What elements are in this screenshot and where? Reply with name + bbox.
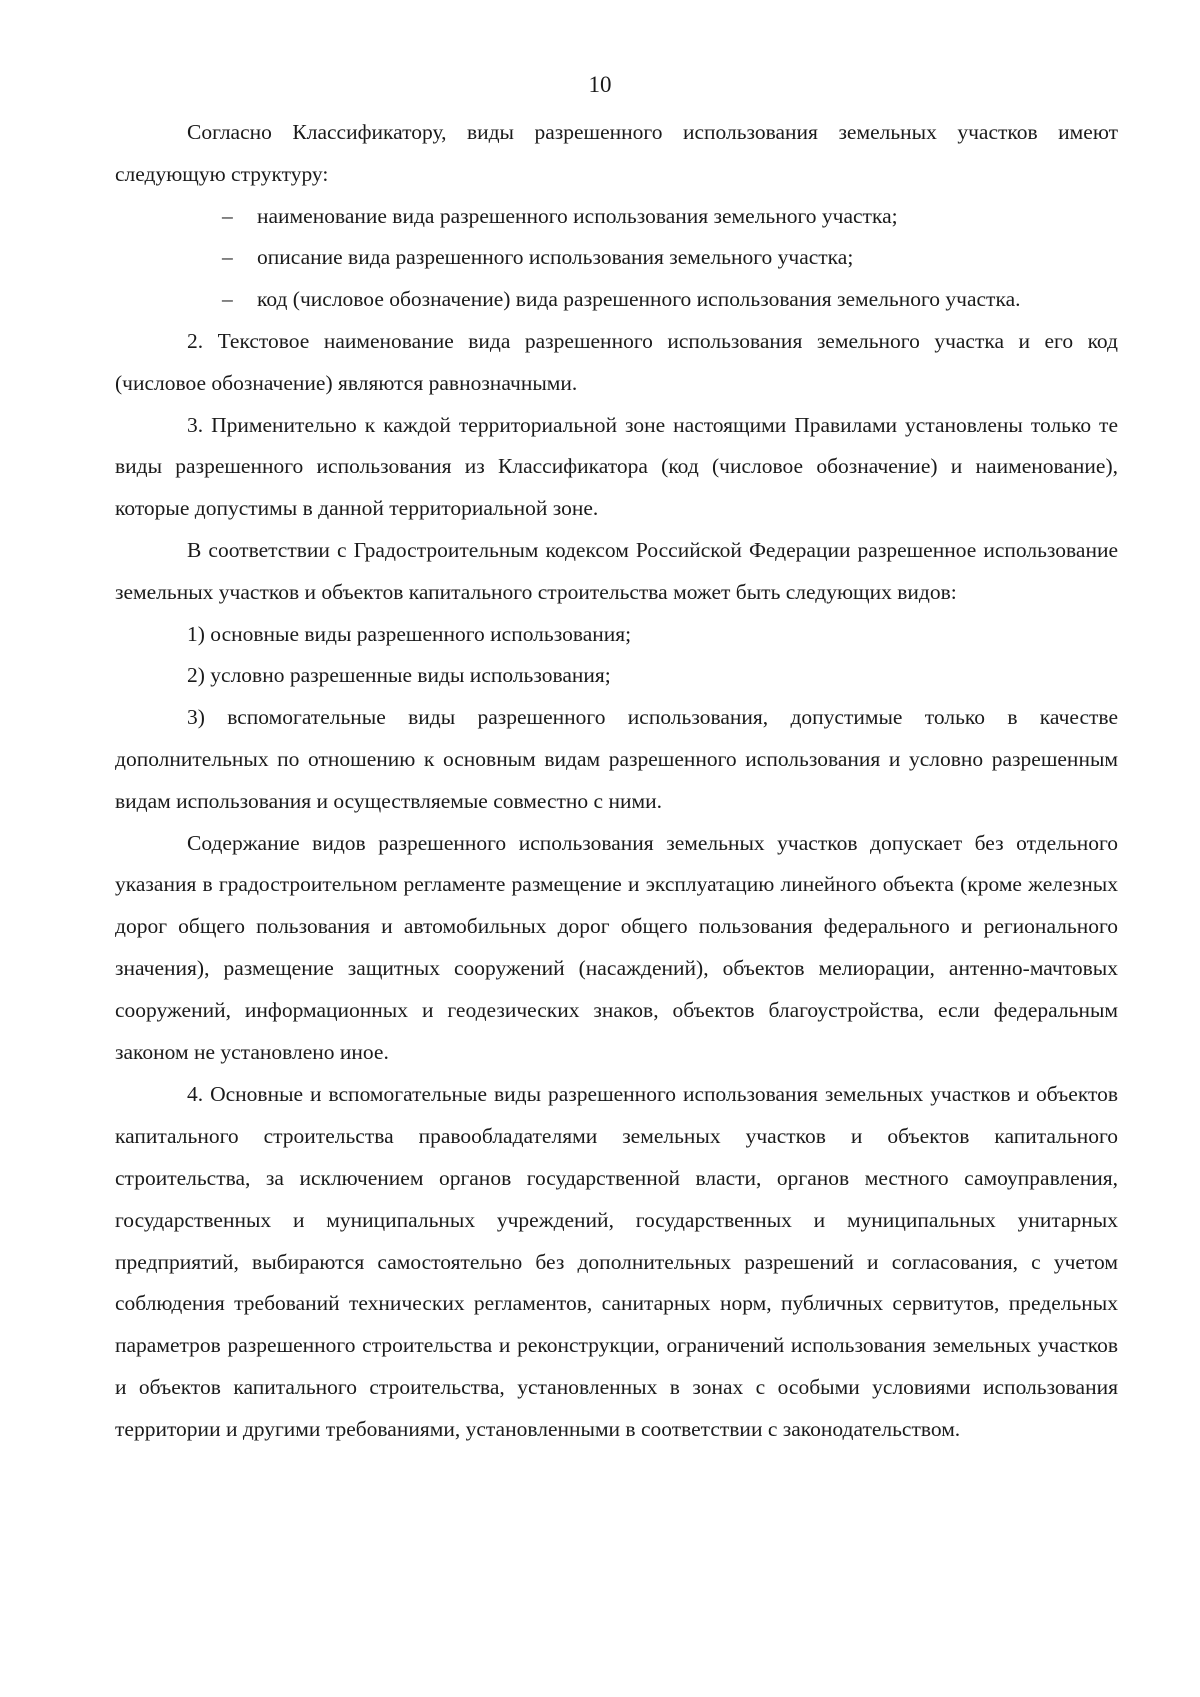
list-item-text: описание вида разрешенного использования земельного участка;	[257, 245, 854, 270]
list-dash-marker: –	[222, 203, 233, 228]
paragraph-clause-4: 4. Основные и вспомогательные виды разрешенного использования земельных участков и объектов капитального строительства правообладателями земельных участков и объектов капитального строительства, за исключением органов государственной власти, органов местного самоуправления, государственных и муниципальных учреждений, государственных и муниципальных унитарных предприятий, выбираются самостоятельно без дополнительных разрешений и согласования, с учетом соблюдения требований технических регламентов, санитарных норм, публичных сервитутов, предельных параметров разрешенного строительства и реконструкции, ограничений использования земельных участков и объектов капитального строительства, установленных в зонах с особыми условиями использования территории и другими требованиями, установленными в соответствии с законодательством.	[115, 1082, 1118, 1441]
list-item-text: наименование вида разрешенного использования земельного участка;	[257, 203, 898, 228]
list-dash-marker: –	[222, 245, 233, 270]
list-item-structure-3	[115, 279, 1118, 321]
list-dash-marker: –	[222, 287, 233, 312]
paragraph-structure-intro: Согласно Классификатору, виды разрешенного использования земельных участков имеют следующую структуру:	[115, 120, 1118, 186]
list-item-text: код (числовое обозначение) вида разрешенного использования земельного участка.	[257, 287, 1021, 312]
list-item-structure-1	[115, 196, 1118, 238]
page-number: 10	[588, 72, 612, 97]
paragraph-content-clause: Содержание видов разрешенного использования земельных участков допускает без отдельного указания в градостроительном регламенте размещение и эксплуатацию линейного объекта (кроме железных дорог общего пользования и автомобильных дорог общего пользования федерального и регионального значения), размещение защитных сооружений (насаждений), объектов мелиорации, антенно-мачтовых сооружений, информационных и геодезических знаков, объектов благоустройства, если федеральным законом не установлено иное.	[115, 830, 1118, 1064]
paragraph-use-type-2: 2) условно разрешенные виды использования;	[187, 663, 611, 688]
paragraph-use-type-3: 3) вспомогательные виды разрешенного использования, допустимые только в качестве дополнительных по отношению к основным видам разрешенного использования и условно разрешенным видам использования и осуществляемые совместно с ними.	[115, 705, 1118, 813]
document-body	[115, 112, 1118, 1451]
list-item-structure-2	[115, 237, 1118, 279]
paragraph-use-type-1: 1) основные виды разрешенного использования;	[187, 621, 632, 646]
paragraph-code-reference: В соответствии с Градостроительным кодексом Российской Федерации разрешенное использование земельных участков и объектов капитального строительства может быть следующих видов:	[115, 537, 1118, 604]
paragraph-clause-3: 3. Применительно к каждой территориальной зоне настоящими Правилами установлены только те виды разрешенного использования из Классификатора (код (числовое обозначение) и наименование), которые допустимы в данной территориальной зоне.	[115, 412, 1118, 521]
paragraph-clause-2: 2. Текстовое наименование вида разрешенного использования земельного участка и его код (числовое обозначение) являются равнозначными.	[115, 328, 1118, 395]
